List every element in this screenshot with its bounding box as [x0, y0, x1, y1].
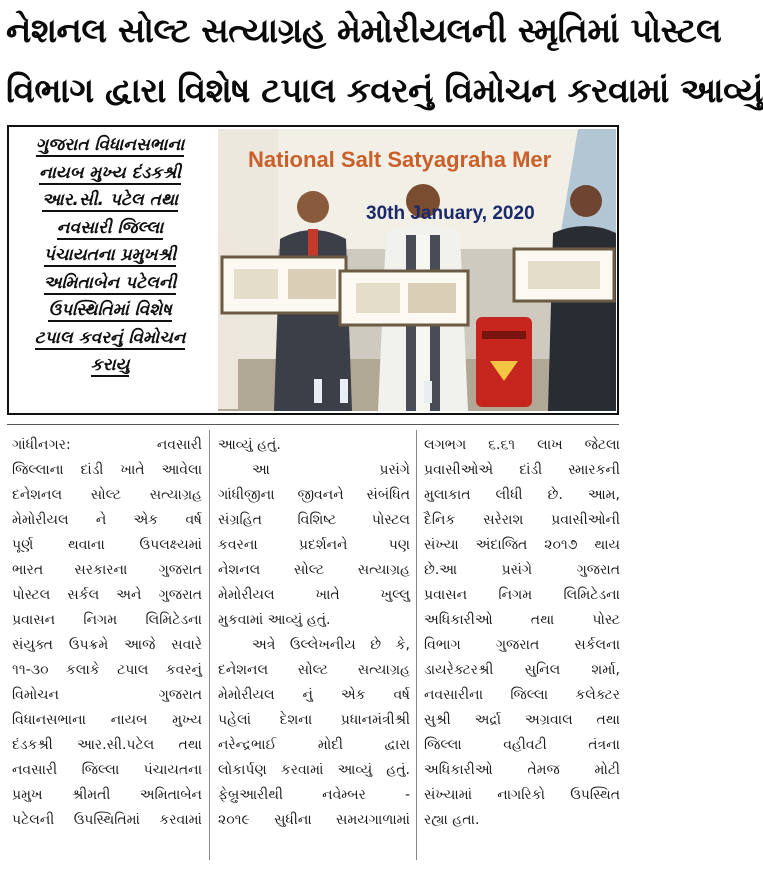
text-line: પ્રવાસીઓએ દાંડી સ્મારકની — [424, 462, 620, 478]
caption-line: અમિતાબેન પટેલની — [43, 272, 177, 293]
caption-line: ટપાલ કવરનું વિમોચન — [34, 327, 186, 348]
caption-line: નવસારી જિલ્લા — [56, 217, 164, 238]
text-line: જિલ્લાના દાંડી ખાતે આવેલા — [12, 462, 202, 478]
text-line: ૧૧-૩૦ કલાકે ટપાલ કવરનું — [12, 662, 202, 678]
text-line: પહેલાં દેશના પ્રધાનમંત્રીશ્રી — [218, 712, 410, 728]
text-line: ૨૦૧૯ સુધીના સમયગાળામાં — [218, 812, 410, 828]
text-line: નવસારી જિલ્લા પંચાયતના — [12, 762, 202, 778]
text-line: નેશનલ સોલ્ટ સત્યાગ્રહ — [218, 562, 410, 578]
text-line: વિધાનસભાના નાયબ મુખ્ય — [12, 712, 202, 728]
text-line: લોકાર્પણ કરવામાં આવ્યું હતું. — [218, 762, 410, 778]
text-line: સંખ્યામાં નાગરિકો ઉપસ્થિત — [424, 787, 620, 803]
photo-caption — [12, 132, 208, 410]
text-line: મુકવામાં આવ્યું હતું. — [218, 612, 331, 628]
text-line: અધિકારીઓ તેમજ મોટી — [424, 762, 620, 778]
article-column-3 — [424, 433, 620, 833]
text-line: સંયુક્ત ઉપક્રમે આજે સવારે — [12, 637, 202, 653]
text-line: ગાંધીનગર: નવસારી — [12, 437, 202, 453]
text-line: દૈનિક સરેરાશ પ્રવાસીઓની — [424, 512, 620, 528]
text-line: જિલ્લા વહીવટી તંત્રના — [424, 737, 620, 753]
text-line: લગભગ ૬.૬૧ લાખ જેટલા — [424, 437, 620, 453]
text-line: કવરના પ્રદર્શનને પણ — [218, 537, 410, 553]
column-divider — [416, 430, 417, 860]
text-line: ગાંધીજીના જીવનને સંબંધિત — [218, 487, 410, 503]
text-line: ડાયરેક્ટરશ્રી સુનિલ શર્મા, — [424, 662, 620, 678]
photo-date-text: 30th January, 2020 — [366, 203, 535, 224]
text-line: પ્રવાસન નિગમ લિમિટેડના — [12, 612, 202, 628]
text-line: મેમોરીયલ નું એક વર્ષ — [218, 687, 410, 703]
caption-line: આર.સી. પટેલ તથા — [41, 190, 179, 210]
section-divider — [7, 424, 619, 425]
text-line: અધિકારીઓ તથા પોસ્ટ — [424, 612, 620, 628]
caption-line: નાયબ મુખ્ય દંડકશ્રી — [38, 162, 182, 183]
text-line: આ પ્રસંગે — [252, 462, 410, 478]
text-line: છે.આ પ્રસંગે ગુજરાત — [424, 562, 620, 578]
text-line: વિભાગ ગુજરાત સર્કલના — [424, 637, 620, 653]
text-line: સુશ્રી અર્દ્રા અગ્રવાલ તથા — [424, 712, 620, 728]
text-line: ફેબ્રુઆરીથી નવેમ્બર - — [218, 787, 410, 803]
text-line: નરેન્દ્રભાઈ મોદી દ્વારા — [218, 737, 410, 753]
text-line: પટેલની ઉપસ્થિતિમાં કરવામાં — [12, 812, 202, 828]
caption-line: પંચાયતના પ્રમુખશ્રી — [43, 245, 177, 265]
article-column-2 — [218, 433, 410, 833]
text-line: દંડકશ્રી આર.સી.પટેલ તથા — [12, 737, 202, 753]
text-line: પ્રવાસન નિગમ લિમિટેડના — [424, 587, 620, 603]
column-divider — [209, 430, 210, 860]
text-line: પૂર્ણ થવાના ઉપલક્ષ્યમાં — [12, 537, 202, 553]
text-line: વિમોચન ગુજરાત — [12, 687, 202, 703]
text-line: મેમોરીયલ ખાતે ખુલ્લુ — [218, 587, 410, 603]
caption-line: ઉપસ્થિતિમાં વિશેષ — [48, 300, 172, 320]
photo-banner-text: National Salt Satyagraha Mer — [248, 147, 552, 172]
text-line: પ્રમુખ શ્રીમતી અમિતાબેન — [12, 787, 202, 803]
text-line: સંગ્રહિત વિશિષ્ટ પોસ્ટલ — [218, 512, 410, 528]
text-line: ભારત સરકારના ગુજરાત — [12, 562, 202, 578]
text-line: રહ્યા હતા. — [424, 812, 480, 828]
text-line: નવસારીના જિલ્લા કલેક્ટર — [424, 687, 620, 703]
text-line: મુલાકાત લીધી છે. આમ, — [424, 487, 620, 503]
headline-line-1: નેશનલ સોલ્ટ સત્યાગ્રહ મેમોરીયલની સ્મૃતિમાં પોસ્ટલ — [6, 11, 722, 51]
event-photo — [218, 129, 616, 411]
article-column-1 — [12, 433, 202, 833]
headline-line-2: વિભાગ દ્વારા વિશેષ ટપાલ કવરનું વિમોચન કરવામાં આવ્યું — [6, 71, 763, 111]
text-line: આવ્યું હતું. — [218, 437, 281, 453]
caption-line: ગુજરાત વિધાનસભાના — [35, 135, 185, 155]
text-line: દનેશનલ સોલ્ટ સત્યાગ્રહ — [12, 487, 202, 503]
text-line: મેમોરીયલ ને એક વર્ષ — [12, 512, 202, 528]
caption-line: કરાયુ — [90, 355, 130, 375]
text-line: સંખ્યા અંદાજિત ૨૦૧૭ થાય — [424, 537, 620, 553]
text-line: અત્રે ઉલ્લેખનીય છે કે, — [252, 637, 410, 653]
text-line: દનેશનલ સોલ્ટ સત્યાગ્રહ — [218, 662, 410, 678]
text-line: પોસ્ટલ સર્કલ અને ગુજરાત — [12, 587, 202, 603]
